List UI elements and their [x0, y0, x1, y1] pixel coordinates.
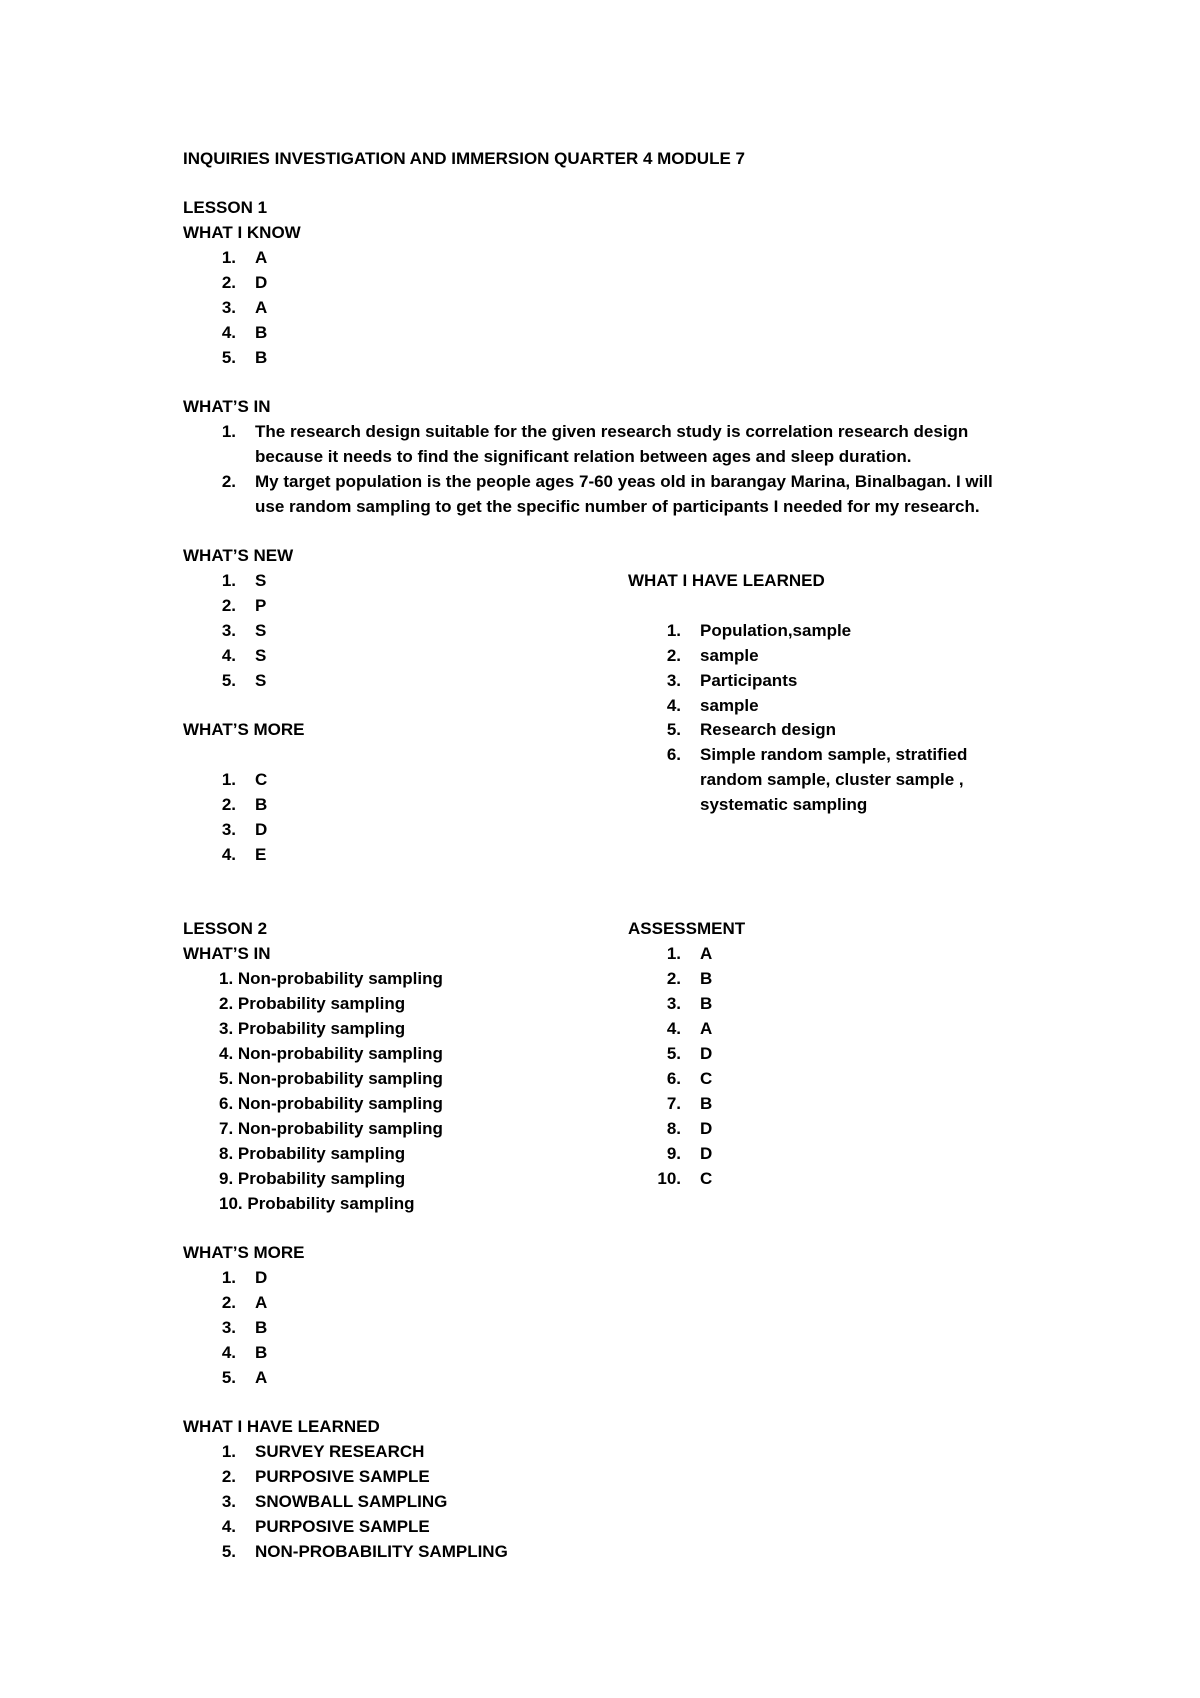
list-item-answer: D — [255, 820, 268, 839]
list-item-answer: P — [255, 596, 267, 615]
list-item-number: 2. — [221, 273, 236, 292]
list-item-answer: Population,sample — [700, 621, 852, 640]
list-item-answer: D — [700, 1119, 713, 1138]
list-item-number: 3. — [666, 994, 681, 1013]
list-item: 1. Non-probability sampling — [219, 969, 443, 988]
list-item-number: 3. — [221, 298, 236, 317]
list-item-answer: A — [255, 1293, 268, 1312]
learned-answer-6-line2: random sample, cluster sample , — [700, 770, 964, 789]
list-item-number: 8. — [666, 1119, 681, 1138]
list-item-number: 1. — [221, 1442, 236, 1461]
list-item-answer: A — [255, 248, 268, 267]
list-item-answer: Participants — [700, 671, 798, 690]
list-item-number: 10. — [657, 1169, 681, 1188]
list-item-number: 7. — [666, 1094, 681, 1113]
list-item-answer: B — [255, 323, 268, 342]
whats-in-heading: WHAT’S IN — [183, 397, 271, 416]
list-item-number: 5. — [221, 1542, 236, 1561]
list-item-number: 1. — [221, 1268, 236, 1287]
list-item-number: 5. — [666, 1044, 681, 1063]
list-item-answer: NON-PROBABILITY SAMPLING — [255, 1542, 508, 1561]
list-item-answer: S — [255, 671, 267, 690]
list-item-answer: B — [255, 348, 268, 367]
list-item-number: 1. — [221, 770, 236, 789]
list-item-answer: B — [700, 969, 713, 988]
list-item-number: 2. — [221, 596, 236, 615]
list-item-answer: A — [700, 1019, 713, 1038]
list-item-number: 4. — [221, 1343, 236, 1362]
list-item-answer: C — [700, 1169, 713, 1188]
list-item-number: 6. — [666, 745, 681, 764]
list-item-number: 4. — [666, 696, 681, 715]
list-item-number: 2. — [221, 1467, 236, 1486]
list-item-answer: SURVEY RESEARCH — [255, 1442, 425, 1461]
list-item-number: 3. — [221, 1492, 236, 1511]
lesson2-label: LESSON 2 — [183, 919, 268, 938]
whats-new-heading: WHAT’S NEW — [183, 546, 294, 565]
list-item-answer: sample — [700, 696, 759, 715]
list-item-number: 1. — [666, 944, 681, 963]
document-title: INQUIRIES INVESTIGATION AND IMMERSION QUARTER 4 MODULE 7 — [183, 149, 745, 168]
list-item: 3. Probability sampling — [219, 1019, 406, 1038]
list-item-answer: D — [255, 1268, 268, 1287]
list-item-answer: B — [700, 1094, 713, 1113]
list-item-number: 3. — [221, 820, 236, 839]
list-item-answer: PURPOSIVE SAMPLE — [255, 1517, 430, 1536]
list-item-answer: D — [700, 1144, 713, 1163]
list-item-number: 2. — [221, 795, 236, 814]
whats-in-answer-2-line1: My target population is the people ages 7-60 yeas old in barangay Marina, Binalbagan. I will — [255, 472, 993, 491]
list-item-number: 6. — [666, 1069, 681, 1088]
list-item-answer: A — [255, 298, 268, 317]
list-item-number: 4. — [221, 646, 236, 665]
list-item-answer: D — [255, 273, 268, 292]
list-item: 8. Probability sampling — [219, 1144, 406, 1163]
list-item-number: 4. — [221, 323, 236, 342]
whats-more-heading: WHAT’S MORE — [183, 720, 305, 739]
what-i-have-learned-heading: WHAT I HAVE LEARNED — [628, 571, 825, 590]
list-item-number: 5. — [221, 1368, 236, 1387]
list-item-answer: A — [700, 944, 713, 963]
list-item-number: 5. — [666, 720, 681, 739]
what-i-know-heading: WHAT I KNOW — [183, 223, 301, 242]
lesson2-whats-in-heading: WHAT’S IN — [183, 944, 271, 963]
list-item-answer: PURPOSIVE SAMPLE — [255, 1467, 430, 1486]
list-item: 7. Non-probability sampling — [219, 1119, 443, 1138]
list-item-number: 1. — [666, 621, 681, 640]
list-item-answer: B — [700, 994, 713, 1013]
list-item-answer: B — [255, 795, 268, 814]
list-item-answer: C — [700, 1069, 713, 1088]
list-item-number: 2. — [221, 1293, 236, 1312]
list-item-answer: E — [255, 845, 267, 864]
list-item-answer: S — [255, 621, 267, 640]
whats-in-answer-2-line2: use random sampling to get the specific number of participants I needed for my research. — [255, 497, 980, 516]
list-item-answer: Research design — [700, 720, 837, 739]
list-item-number: 5. — [221, 348, 236, 367]
list-item: 5. Non-probability sampling — [219, 1069, 443, 1088]
list-item-number: 2. — [221, 472, 236, 491]
list-item-number: 9. — [666, 1144, 681, 1163]
list-item-answer: A — [255, 1368, 268, 1387]
lesson1-label: LESSON 1 — [183, 198, 268, 217]
list-item-answer: D — [700, 1044, 713, 1063]
assessment-heading: ASSESSMENT — [628, 919, 746, 938]
list-item-number: 1. — [221, 422, 236, 441]
list-item-answer: S — [255, 571, 267, 590]
list-item: 4. Non-probability sampling — [219, 1044, 443, 1063]
list-item-number: 3. — [666, 671, 681, 690]
whats-in-answer-1-line2: because it needs to find the significant relation between ages and sleep duration. — [255, 447, 912, 466]
lesson2-whats-more-heading: WHAT’S MORE — [183, 1243, 305, 1262]
list-item-number: 3. — [221, 621, 236, 640]
list-item-number: 3. — [221, 1318, 236, 1337]
list-item-answer: S — [255, 646, 267, 665]
list-item-answer: B — [255, 1318, 268, 1337]
list-item: 9. Probability sampling — [219, 1169, 406, 1188]
list-item-answer: C — [255, 770, 268, 789]
list-item-number: 5. — [221, 671, 236, 690]
list-item-number: 4. — [221, 1517, 236, 1536]
learned-answer-6-line1: Simple random sample, stratified — [700, 745, 968, 764]
list-item-answer: B — [255, 1343, 268, 1362]
lesson2-what-i-have-learned-heading: WHAT I HAVE LEARNED — [183, 1417, 380, 1436]
learned-answer-6-line3: systematic sampling — [700, 795, 868, 814]
list-item: 10. Probability sampling — [219, 1194, 415, 1213]
list-item-number: 4. — [221, 845, 236, 864]
list-item-number: 2. — [666, 646, 681, 665]
list-item-number: 1. — [221, 571, 236, 590]
list-item-number: 4. — [666, 1019, 681, 1038]
list-item: 6. Non-probability sampling — [219, 1094, 443, 1113]
list-item: 2. Probability sampling — [219, 994, 406, 1013]
list-item-answer: sample — [700, 646, 759, 665]
whats-in-answer-1-line1: The research design suitable for the given research study is correlation research design — [255, 422, 969, 441]
list-item-number: 2. — [666, 969, 681, 988]
list-item-answer: SNOWBALL SAMPLING — [255, 1492, 448, 1511]
list-item-number: 1. — [221, 248, 236, 267]
